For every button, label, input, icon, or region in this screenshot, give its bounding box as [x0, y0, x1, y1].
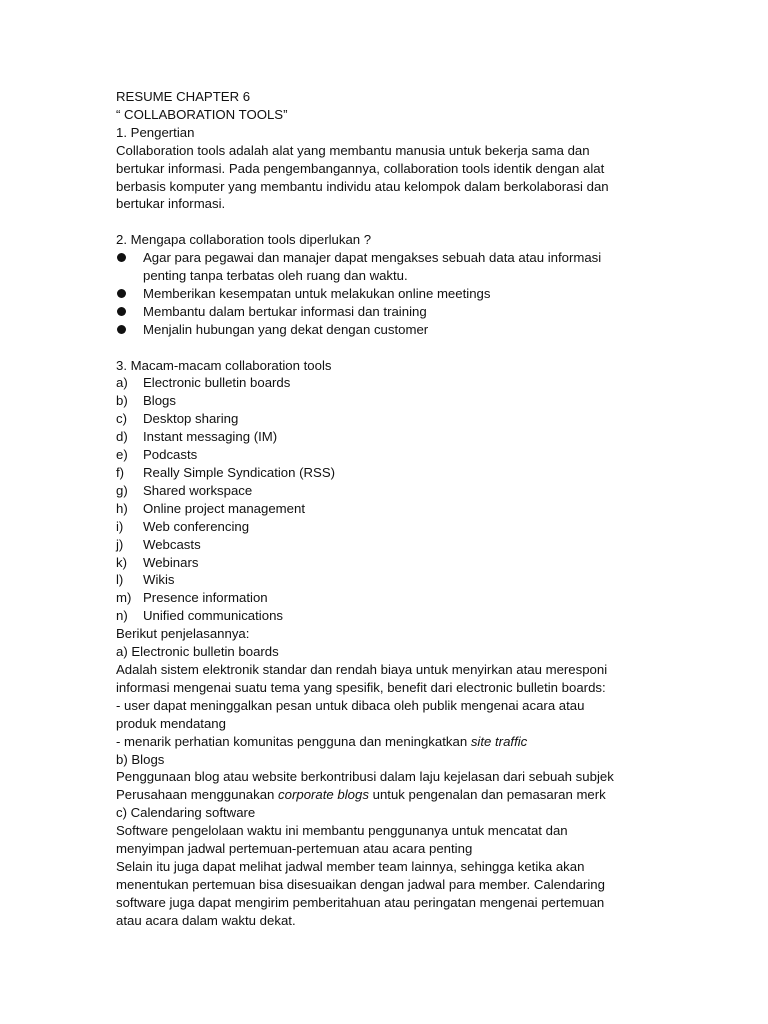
subsection-b-heading: b) Blogs	[116, 751, 165, 767]
subsection-a-heading: a) Electronic bulletin boards	[116, 644, 279, 660]
list-marker: k)	[116, 554, 127, 570]
list-item	[116, 518, 656, 536]
list-marker: c)	[116, 411, 127, 427]
section-1-text: Collaboration tools adalah alat yang membantu manusia untuk bekerja sama dan	[116, 142, 590, 158]
bullet-dot-icon	[116, 249, 143, 285]
tools-list	[116, 374, 656, 625]
list-marker: a)	[116, 375, 128, 391]
list-item	[116, 482, 656, 500]
subsection-c-text: Selain itu juga dapat melihat jadwal member team lainnya, sehingga ketika akan	[116, 858, 585, 874]
list-item	[116, 554, 656, 572]
list-marker: i)	[116, 518, 124, 534]
subsection-a-text: produk mendatang	[116, 715, 226, 731]
list-item-text: Shared workspace	[143, 482, 253, 498]
subsection-b-text: Penggunaan blog atau website berkontribusi dalam laju kejelasan dari sebuah subjek	[116, 769, 614, 785]
doc-title: RESUME CHAPTER 6	[116, 89, 251, 104]
subsection-b-text	[116, 786, 656, 804]
section-1-text: bertukar informasi.	[116, 196, 226, 212]
list-item	[116, 410, 656, 428]
bullet-item	[116, 321, 656, 339]
bullet-text: Membantu dalam bertukar informasi dan training	[143, 303, 427, 319]
list-item	[116, 589, 656, 607]
list-item	[116, 446, 656, 464]
list-item-text: Presence information	[143, 590, 268, 606]
subsection-a-text: - user dapat meninggalkan pesan untuk dibaca oleh publik mengenai acara atau	[116, 697, 585, 713]
list-item-text: Desktop sharing	[143, 411, 239, 427]
list-marker: g)	[116, 482, 128, 498]
list-marker: f)	[116, 465, 125, 480]
list-item-text: Instant messaging (IM)	[143, 429, 278, 445]
list-item-text: Web conferencing	[143, 518, 250, 534]
subsection-c-text: menentukan pertemuan bisa disesuaikan dengan jadwal para member. Calendaring	[116, 876, 605, 892]
bullet-item	[116, 285, 656, 303]
list-item-text: Webcasts	[143, 536, 201, 552]
bullet-dot-icon	[116, 303, 143, 321]
bullet-text: Menjalin hubungan yang dekat dengan customer	[143, 321, 429, 337]
italic-term: corporate blogs	[278, 787, 369, 803]
list-item	[116, 607, 656, 625]
list-marker: l)	[116, 572, 124, 588]
list-item	[116, 374, 656, 392]
bullet-text: Memberikan kesempatan untuk melakukan online meetings	[143, 285, 491, 301]
list-item	[116, 464, 656, 482]
bullet-dot-icon	[116, 285, 143, 303]
subsection-a-text	[116, 733, 656, 751]
bullet-dot-icon	[116, 321, 143, 339]
text-run: - menarik perhatian komunitas pengguna dan meningkatkan	[116, 733, 471, 749]
list-marker: m)	[116, 590, 132, 606]
section-2-heading: 2. Mengapa collaboration tools diperlukan ?	[116, 232, 372, 248]
list-item-text: Online project management	[143, 500, 306, 516]
section-3-heading: 3. Macam-macam collaboration tools	[116, 357, 332, 373]
list-item-text: Unified communications	[143, 608, 283, 624]
text-run: Perusahaan menggunakan	[116, 787, 279, 803]
section-1-text: berbasis komputer yang membantu individu atau kelompok dalam berkolaborasi dan	[116, 178, 609, 194]
subsection-c-text: software juga dapat mengirim pemberitahuan atau peringatan mengenai pertemuan	[116, 894, 605, 910]
document-page	[116, 88, 656, 930]
list-item-text: Electronic bulletin boards	[143, 375, 291, 391]
italic-term: site traffic	[470, 733, 528, 749]
list-item-text: Really Simple Syndication (RSS)	[143, 465, 336, 480]
subsection-a-text: Adalah sistem elektronik standar dan rendah biaya untuk menyirkan atau meresponi	[116, 661, 608, 677]
subsection-c-text: atau acara dalam waktu dekat.	[116, 912, 296, 928]
list-item-text: Wikis	[143, 572, 175, 588]
section-1-text: bertukar informasi. Pada pengembangannya, collaboration tools identik dengan alat	[116, 160, 605, 176]
list-item	[116, 428, 656, 446]
paragraph-gap	[116, 339, 656, 357]
list-item-text: Podcasts	[143, 447, 198, 463]
list-marker: e)	[116, 447, 128, 463]
list-item	[116, 536, 656, 554]
list-marker: d)	[116, 429, 128, 445]
list-item	[116, 392, 656, 410]
bullet-item	[116, 249, 656, 285]
subsection-c-text: menyimpan jadwal pertemuan-pertemuan atau acara penting	[116, 841, 473, 857]
subsection-c-text: Software pengelolaan waktu ini membantu penggunanya untuk mencatat dan	[116, 823, 568, 839]
list-item	[116, 500, 656, 518]
list-marker: n)	[116, 608, 128, 624]
list-item	[116, 571, 656, 589]
list-marker: h)	[116, 500, 128, 516]
doc-subtitle: “ COLLABORATION TOOLS”	[116, 106, 288, 122]
text-run: untuk pengenalan dan pemasaran merk	[368, 787, 606, 803]
bullet-item	[116, 303, 656, 321]
subsection-c-heading: c) Calendaring software	[116, 805, 256, 821]
list-marker: b)	[116, 393, 128, 409]
bullet-text: penting tanpa terbatas oleh ruang dan waktu.	[143, 268, 408, 284]
list-item-text: Webinars	[143, 554, 199, 570]
bullet-text: Agar para pegawai dan manajer dapat mengakses sebuah data atau informasi	[143, 250, 602, 266]
subsection-a-text: informasi mengenai suatu tema yang spesifik, benefit dari electronic bulletin boards:	[116, 679, 606, 695]
list-item-text: Blogs	[143, 393, 176, 409]
section-1-heading: 1. Pengertian	[116, 124, 195, 140]
explanation-intro: Berikut penjelasannya:	[116, 626, 250, 642]
paragraph-gap	[116, 213, 656, 231]
list-marker: j)	[116, 536, 124, 552]
